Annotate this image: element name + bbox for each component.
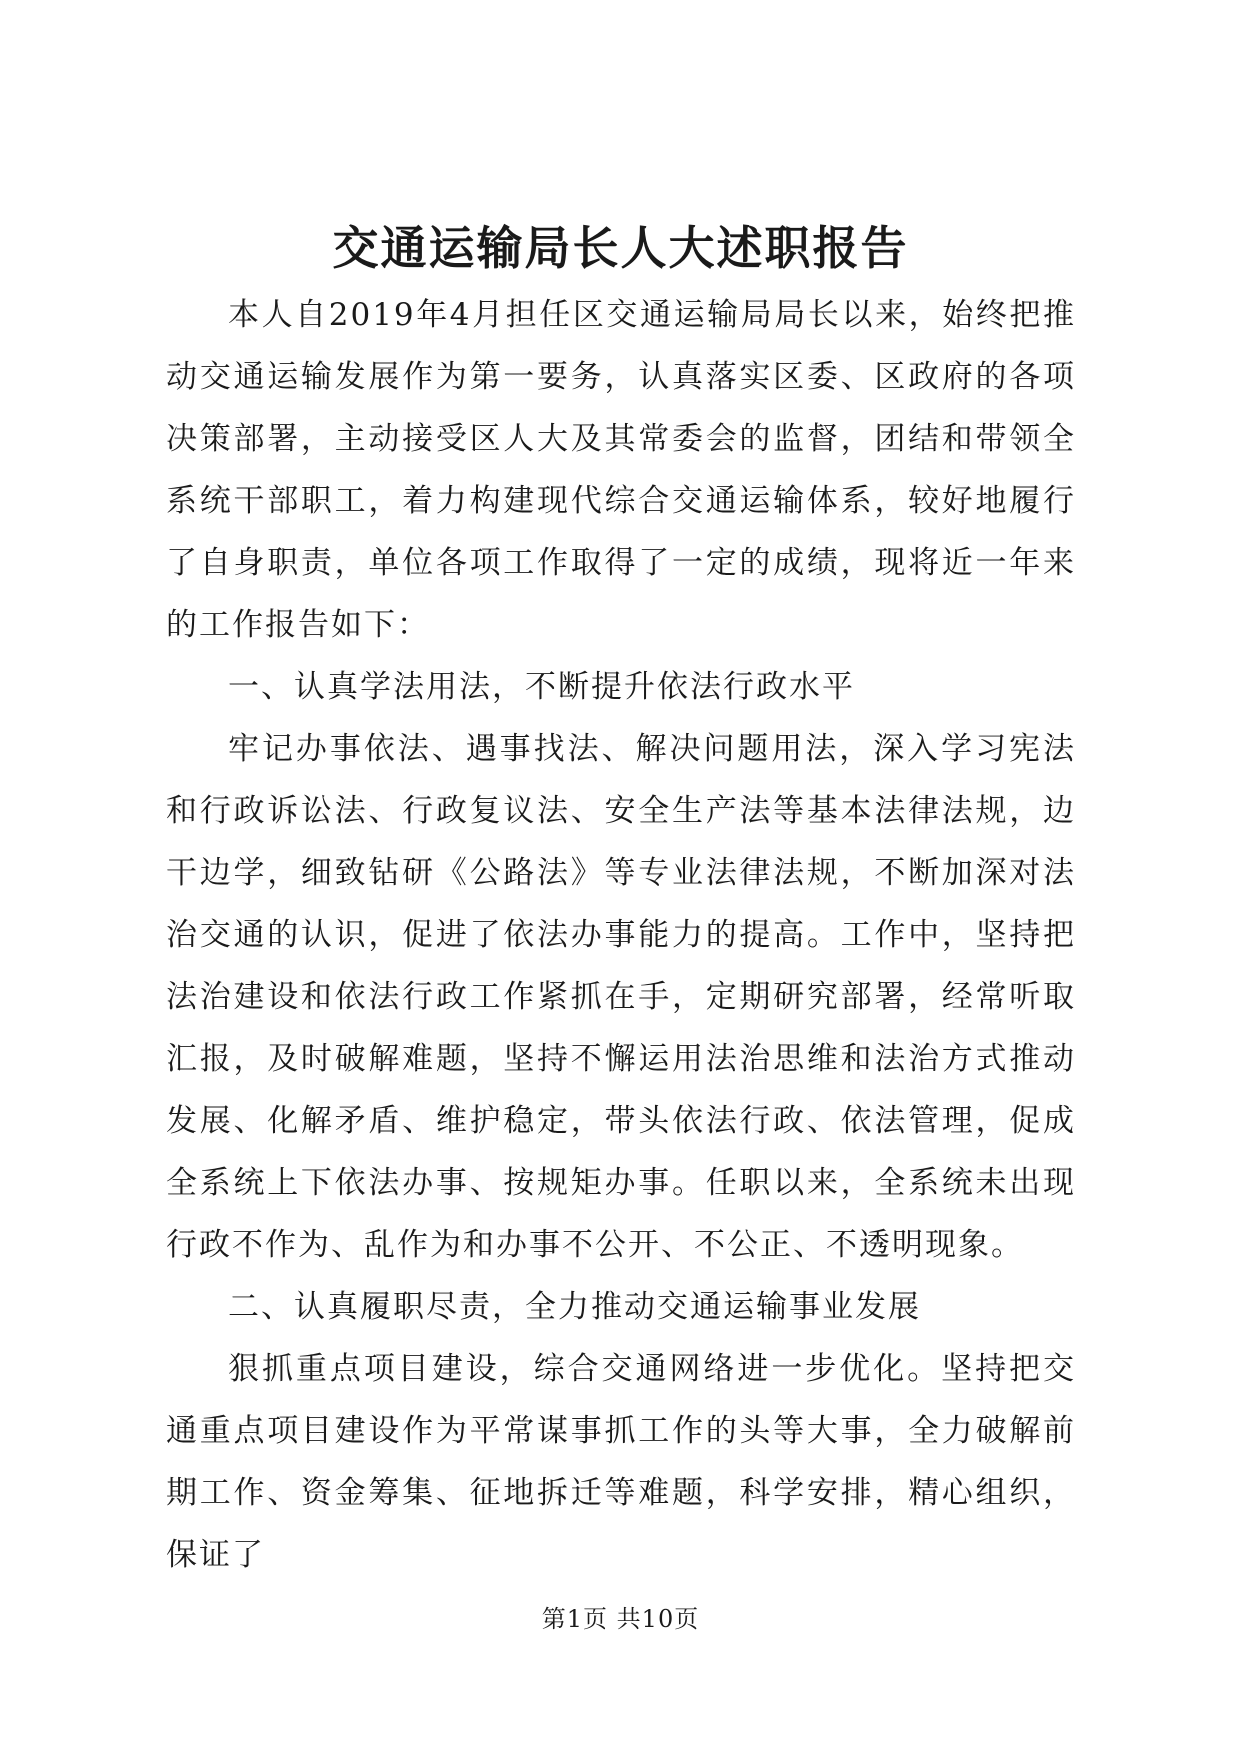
section-heading-1: 一、认真学法用法，不断提升依法行政水平 (228, 669, 855, 705)
document-title: 交通运输局长人大述职报告 (332, 221, 909, 275)
paragraph-intro: 本人自2019年4月担任区交通运输局局长以来，始终把推动交通运输发展作为第一要务，认真落实区委、区政府的各项决策部署，主动接受区人大及其常委会的监督，团结和带领全系统干部职工，着力构建现代综合交通运输体系，较好地履行了自身职责，单位各项工作取得了一定的成绩，现将近一年来的工作报告如下： (166, 297, 1076, 643)
section-heading-2: 二、认真履职尽责，全力推动交通运输事业发展 (228, 1289, 921, 1325)
paragraph-section-1: 牢记办事依法、遇事找法、解决问题用法，深入学习宪法和行政诉讼法、行政复议法、安全生产法等基本法律法规，边干边学，细致钻研《公路法》等专业法律法规，不断加深对法治交通的认识，促进了依法办事能力的提高。工作中，坚持把法治建设和依法行政工作紧抓在手，定期研究部署，经常听取汇报，及时破解难题，坚持不懈运用法治思维和法治方式推动发展、化解矛盾、维护稳定，带头依法行政、依法管理，促成全系统上下依法办事、按规矩办事。任职以来，全系统未出现行政不作为、乱作为和办事不公开、不公正、不透明现象。 (166, 731, 1076, 1263)
page-footer: 第1页 共10页 (541, 1605, 700, 1633)
paragraph-section-2: 狠抓重点项目建设，综合交通网络进一步优化。坚持把交通重点项目建设作为平常谋事抓工作的头等大事，全力破解前期工作、资金筹集、征地拆迁等难题，科学安排，精心组织，保证了 (166, 1351, 1076, 1573)
document-body (166, 284, 1076, 1586)
